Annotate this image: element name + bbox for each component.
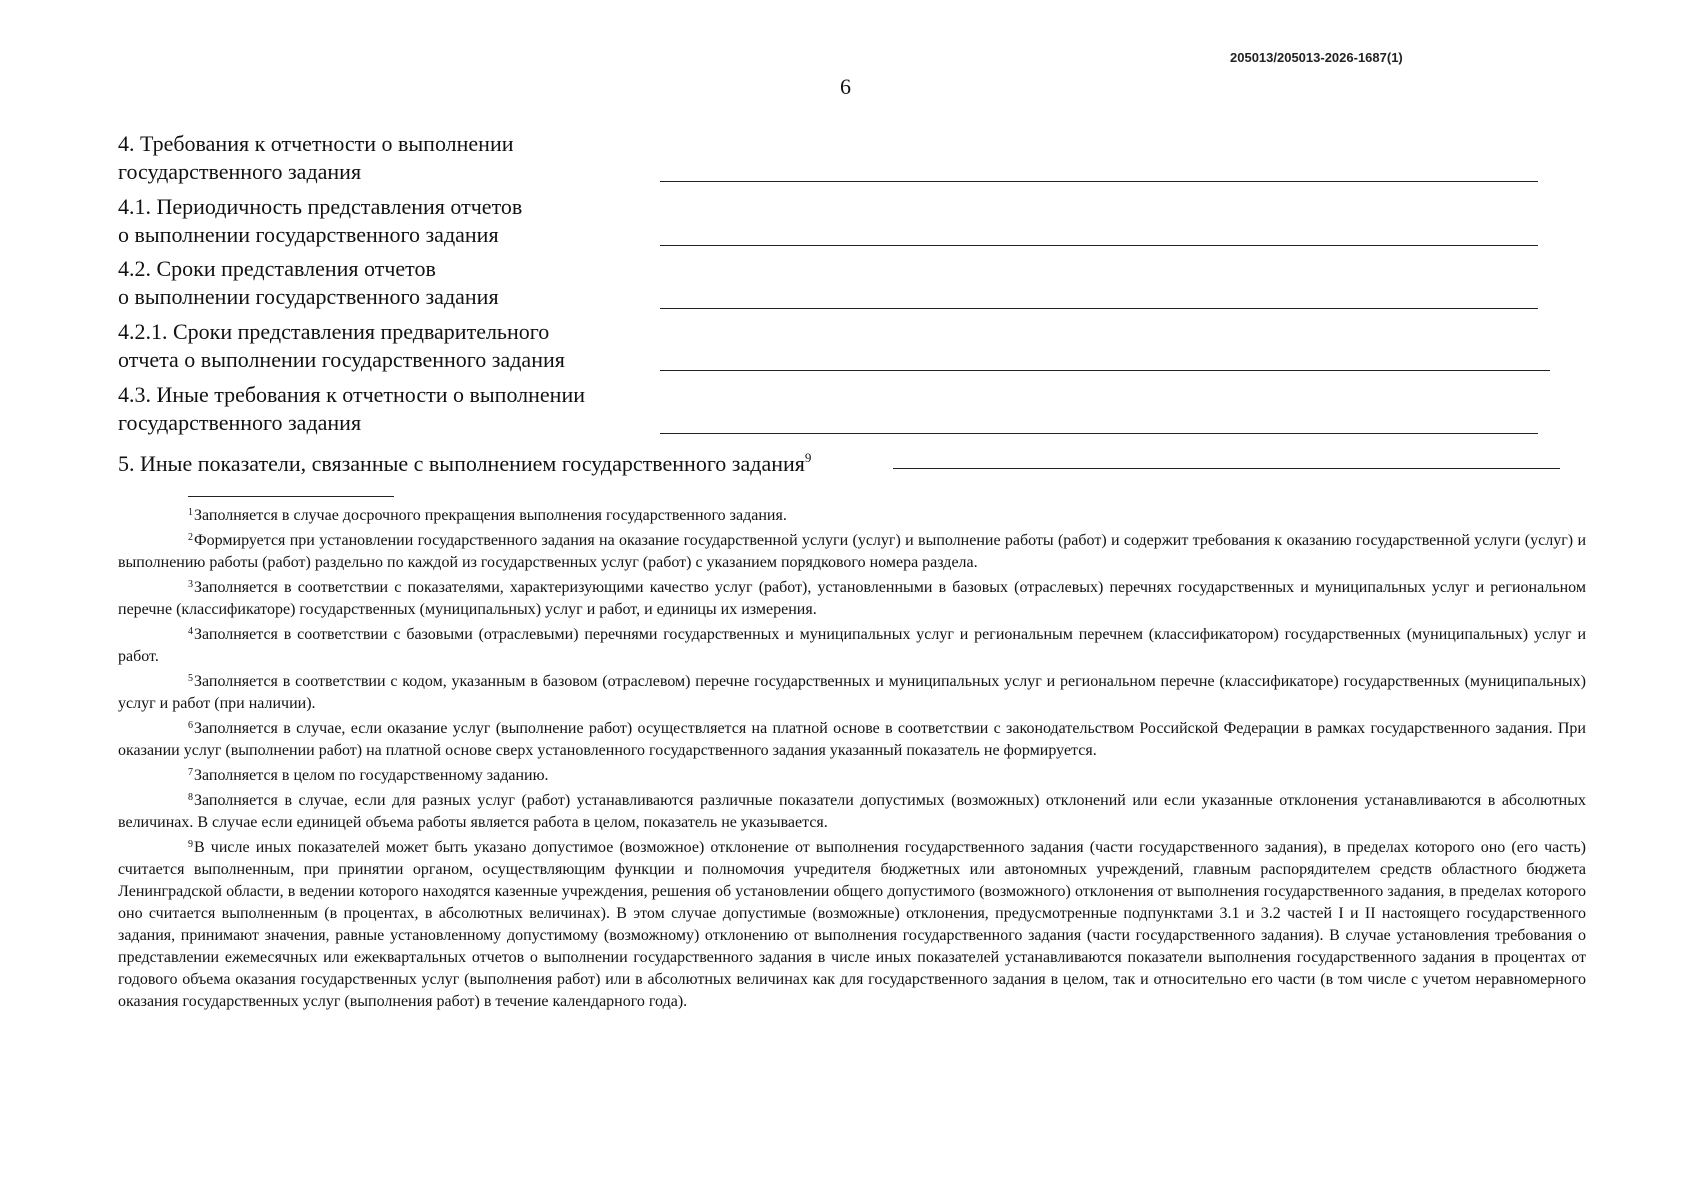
requirement-4-2-fill-line bbox=[660, 308, 1538, 309]
footnote-text: Формируется при установлении государственного задания на оказание государственной услуги (услуг) и выполнение работы (работ) и содержит требования к оказанию государственной услуги (услуг) и выполнению работы (работ) раздельно по каждой из государственных услуг (работ) с указанием порядкового номера раздела. bbox=[118, 532, 1586, 571]
footnote bbox=[118, 502, 1586, 527]
footnote-text: В числе иных показателей может быть указано допустимое (возможное) отклонение от выполнения государственного задания (части государственного задания), в пределах которого оно (его часть) считается выполненным, при принятии органом, осуществляющим функции и полномочия учредителя бюджетных или автономных учреждений, главным распорядителем средств областного бюджета Ленинградской области, в ведении которого находятся казенные учреждения, решения об установлении общего допустимого (возможного) отклонения от выполнения государственного задания, в пределах которого оно считается выполненным (в процентах, в абсолютных величинах). В этом случае допустимые (возможные) отклонения, предусмотренные подпунктами 3.1 и 3.2 частей I и II настоящего государственного задания, принимают значения, равные установленному допустимому (возможному) отклонению от выполнения государственного задания (части государственного задания). В случае установления требования о представлении ежемесячных или ежеквартальных отчетов о выполнении государственного задания в числе иных показателей устанавливаются показатели выполнения государственного задания в процентах от годового объема оказания государственных услуг (выполнения работ) или в абсолютных величинах как для государственного задания в целом, так и относительно его части (в том числе с учетом неравномерного оказания государственных услуг (выполнения работ) в течение календарного года). bbox=[118, 839, 1586, 1010]
other-indicators-fill-line bbox=[893, 468, 1560, 469]
footnote bbox=[118, 834, 1586, 1013]
footnote-text: Заполняется в соответствии с показателями, характеризующими качество услуг (работ), установленными в базовых (отраслевых) перечнях государственных и муниципальных услуг и региональном перечне (классификаторе) государственных (муниципальных) услуг и работ, и единицы их измерения. bbox=[118, 579, 1586, 618]
footnote bbox=[118, 621, 1586, 668]
footnote bbox=[118, 715, 1586, 762]
footnote-text: Заполняется в случае, если для разных услуг (работ) устанавливаются различные показатели допустимых (возможных) отклонений или если указанные отклонения устанавливаются в абсолютных величинах. В случае если единицей объема работы является работа в целом, показатель не указывается. bbox=[118, 792, 1586, 831]
footnote-separator bbox=[188, 496, 394, 497]
requirement-4-3-fill-line bbox=[660, 433, 1538, 434]
footnote bbox=[118, 762, 1586, 787]
requirement-line: 4. Требования к отчетности о выполнении bbox=[118, 131, 514, 156]
requirement-line: 4.2.1. Сроки представления предварительного bbox=[118, 319, 550, 344]
page-number: 6 bbox=[840, 74, 851, 99]
footnote-number: 2 bbox=[188, 532, 193, 543]
footnote-text: Заполняется в случае досрочного прекращения выполнения государственного задания. bbox=[194, 507, 787, 524]
requirement-line: государственного задания bbox=[118, 159, 362, 184]
footnote-number: 1 bbox=[188, 507, 193, 518]
footnote bbox=[118, 787, 1586, 834]
requirement-4-3-label bbox=[118, 381, 585, 437]
footnote-number: 5 bbox=[188, 673, 193, 684]
requirement-4-2-label bbox=[118, 255, 499, 311]
footnote bbox=[118, 527, 1586, 574]
footnote-number: 4 bbox=[188, 626, 193, 637]
footnote-ref: 9 bbox=[804, 450, 812, 465]
requirement-4-2-1-fill-line bbox=[660, 370, 1550, 371]
footnote bbox=[118, 668, 1586, 715]
document-id: 205013/205013-2026-1687(1) bbox=[1230, 50, 1403, 65]
requirement-4-fill-line bbox=[660, 181, 1538, 182]
footnote-text: Заполняется в соответствии с кодом, указанным в базовом (отраслевом) перечне государственных и муниципальных услуг и региональном перечне (классификаторе) государственных (муниципальных) услуг и работ (при наличии). bbox=[118, 673, 1586, 712]
footnote-number: 9 bbox=[188, 839, 193, 850]
footnote-number: 8 bbox=[188, 792, 193, 803]
other-indicators-text: 5. Иные показатели, связанные с выполнением государственного задания bbox=[118, 451, 805, 476]
requirement-4-2-1-label bbox=[118, 318, 565, 374]
requirement-4-1-label bbox=[118, 193, 522, 249]
requirement-line: 4.2. Сроки представления отчетов bbox=[118, 256, 436, 281]
footnote-text: Заполняется в случае, если оказание услуг (выполнение работ) осуществляется на платной основе в соответствии с законодательством Российской Федерации в рамках государственного задания. При оказании услуг (выполнении работ) на платной основе сверх установленного государственного задания указанный показатель не формируется. bbox=[118, 720, 1586, 759]
requirement-line: о выполнении государственного задания bbox=[118, 284, 499, 309]
requirement-line: отчета о выполнении государственного задания bbox=[118, 347, 565, 372]
footnote-text: Заполняется в целом по государственному заданию. bbox=[194, 767, 549, 784]
footnote-number: 7 bbox=[188, 767, 193, 778]
requirement-line: 4.1. Периодичность представления отчетов bbox=[118, 194, 523, 219]
requirement-4-1-fill-line bbox=[660, 245, 1538, 246]
requirement-line: о выполнении государственного задания bbox=[118, 222, 499, 247]
other-indicators-label bbox=[118, 444, 811, 478]
footnote-number: 3 bbox=[188, 579, 193, 590]
footnote-number: 6 bbox=[188, 720, 193, 731]
footnotes bbox=[118, 502, 1586, 1013]
footnote bbox=[118, 574, 1586, 621]
requirement-line: 4.3. Иные требования к отчетности о выполнении bbox=[118, 382, 585, 407]
requirement-line: государственного задания bbox=[118, 410, 362, 435]
requirement-4-label bbox=[118, 130, 514, 186]
footnote-text: Заполняется в соответствии с базовыми (отраслевыми) перечнями государственных и муниципальных услуг и региональным перечнем (классификатором) государственных (муниципальных) услуг и работ. bbox=[118, 626, 1586, 665]
